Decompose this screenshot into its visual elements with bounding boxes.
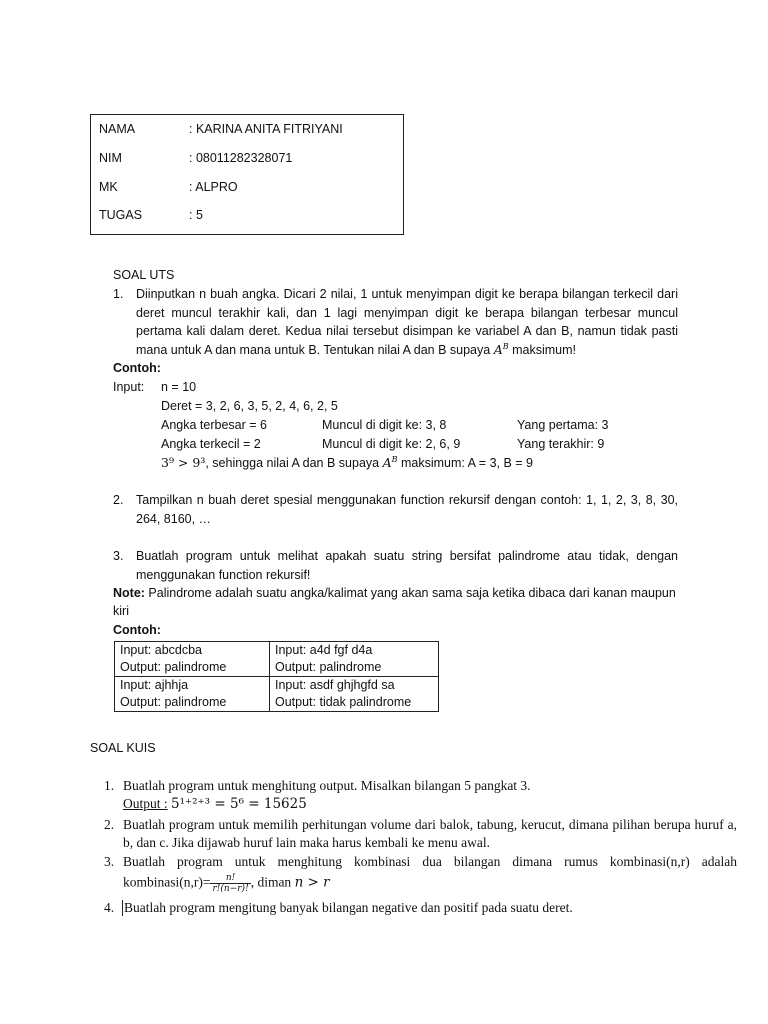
kuis-3-line-1: Buatlah program untuk menghitung kombinasi dua bilangan dimana rumus kombinasi(n,r) adalah: [123, 854, 737, 869]
table-cell: [270, 677, 439, 712]
label-nama: NAMA: [99, 122, 136, 136]
q3-note-label: Note:: [113, 586, 145, 600]
kuis-3-formula-suffix: , diman: [250, 874, 292, 890]
uts-heading: SOAL UTS: [113, 268, 175, 282]
kuis-2-number: 2.: [104, 817, 115, 832]
cell-input: Input: abcdcba: [120, 643, 203, 657]
q3-number: 3.: [113, 549, 124, 563]
value-tugas: : 5: [189, 208, 203, 222]
value-mk: : ALPRO: [189, 180, 238, 194]
kuis-3-formula-prefix: kombinasi(n,r)=: [123, 874, 211, 890]
cell-output: Output: palindrome: [275, 660, 382, 674]
q1-contoh-label: Contoh:: [113, 361, 161, 375]
q1-line-4-prefix: mana untuk A dan mana untuk B. Tentukan nilai A dan B supaya: [136, 343, 491, 358]
q2-line-1: Tampilkan n buah deret spesial menggunakan function rekursif dengan contoh: 1, 1, 2, 3, 8, 30,: [136, 493, 678, 507]
q3-line-2: menggunakan function rekursif!: [136, 568, 311, 582]
table-cell: [115, 677, 270, 712]
kuis-1-number: 1.: [104, 778, 115, 793]
q3-note-text: Palindrome adalah suatu angka/kalimat yang akan sama saja ketika dibaca dari kanan maupun: [144, 586, 676, 600]
q1-deret-line: Deret = 3, 2, 6, 3, 5, 2, 4, 6, 2, 5: [161, 399, 338, 413]
palindrome-example-table: [114, 641, 439, 712]
q2-line-2: 264, 8160, …: [136, 512, 212, 526]
q3-contoh-label: Contoh:: [113, 623, 161, 637]
value-nama: : KARINA ANITA FITRIYANI: [189, 122, 343, 136]
q1-result-ab: $A^B$: [382, 455, 398, 471]
q1-line-1: Diinputkan n buah angka. Dicari 2 nilai, 1 untuk menyimpan digit ke berapa bilangan terkecil dari: [136, 287, 678, 301]
kuis-3-formula: [123, 873, 330, 894]
kuis-4-text: Buatlah program mengitung banyak bilangan negative dan positif pada suatu deret.: [124, 900, 573, 915]
cell-input: Input: a4d fgf d4a: [275, 643, 373, 657]
kuis-4-number: 4.: [104, 900, 115, 915]
q3-note-text-2: kiri: [113, 604, 129, 618]
q1-line-4-suffix: maksimum!: [512, 343, 576, 358]
q1-line-4: [136, 342, 576, 357]
table-cell: [115, 642, 270, 677]
q1-result-math: 3⁹ > 9³: [161, 455, 206, 471]
kuis-2-line-2: b, dan c. Jika dijawab huruf lain maka harus kembali ke menu awal.: [123, 835, 491, 850]
kuis-heading: SOAL KUIS: [90, 741, 156, 755]
q1-n-line: n = 10: [161, 380, 197, 394]
kuis-3-fraction: [210, 873, 250, 894]
q1-math-ab: $A^B$: [493, 342, 509, 358]
label-mk: MK: [99, 180, 118, 194]
kuis-2-line-1: Buatlah program untuk memilih perhitungan volume dari balok, tabung, kerucut, dimana pilihan berupa huruf a,: [123, 817, 737, 832]
value-nim: : 08011282328071: [189, 151, 293, 165]
q1-number: 1.: [113, 287, 124, 301]
kuis-3-condition: n > r: [294, 874, 330, 891]
table-row: [115, 642, 439, 677]
fraction-denominator: r!(n−r)!: [212, 884, 249, 894]
q1-result: [161, 455, 533, 470]
cell-input: Input: ajhhja: [120, 678, 189, 692]
q1-terkecil-digit: Muncul di digit ke: 2, 6, 9: [322, 437, 461, 451]
text-cursor: [122, 900, 123, 916]
q1-result-mid: , sehingga nilai A dan B supaya: [205, 456, 380, 471]
q3-line-1: Buatlah program untuk melihat apakah suatu string bersifat palindrome atau tidak, dengan: [136, 549, 678, 563]
q1-line-3: pertama kali dalam deret. Kedua nilai tersebut disimpan ke variabel A dan B, namun tidak pasti: [136, 324, 678, 338]
q2-number: 2.: [113, 493, 124, 507]
label-nim: NIM: [99, 151, 122, 165]
kuis-1-output-label: Output :: [123, 796, 168, 811]
kuis-3-number: 3.: [104, 854, 115, 869]
table-cell: [270, 642, 439, 677]
label-tugas: TUGAS: [99, 208, 143, 222]
q1-input-label: Input:: [113, 380, 145, 394]
cell-output: Output: palindrome: [120, 695, 227, 709]
table-row: [115, 677, 439, 712]
kuis-1-output-math: 5¹⁺²⁺³ = 5⁶ = 15625: [171, 796, 307, 812]
q1-terbesar-digit: Muncul di digit ke: 3, 8: [322, 418, 447, 432]
q1-terbesar: Angka terbesar = 6: [161, 418, 267, 432]
cell-output: Output: tidak palindrome: [275, 695, 412, 709]
q1-terbesar-first: Yang pertama: 3: [517, 418, 609, 432]
kuis-1-text: Buatlah program untuk menghitung output. Misalkan bilangan 5 pangkat 3.: [123, 778, 531, 793]
cell-output: Output: palindrome: [120, 660, 227, 674]
kuis-1-output: [123, 796, 307, 812]
fraction-numerator: n!: [210, 873, 250, 884]
q3-note: [113, 586, 676, 600]
q1-result-end: maksimum: A = 3, B = 9: [401, 456, 534, 471]
cell-input: Input: asdf ghjhgfd sa: [275, 678, 395, 692]
q1-line-2: deret muncul terakhir kali, dan 1 lagi menyimpan digit ke berapa bilangan terbesar muncul: [136, 306, 678, 320]
q1-terkecil: Angka terkecil = 2: [161, 437, 261, 451]
q1-terkecil-last: Yang terakhir: 9: [517, 437, 605, 451]
